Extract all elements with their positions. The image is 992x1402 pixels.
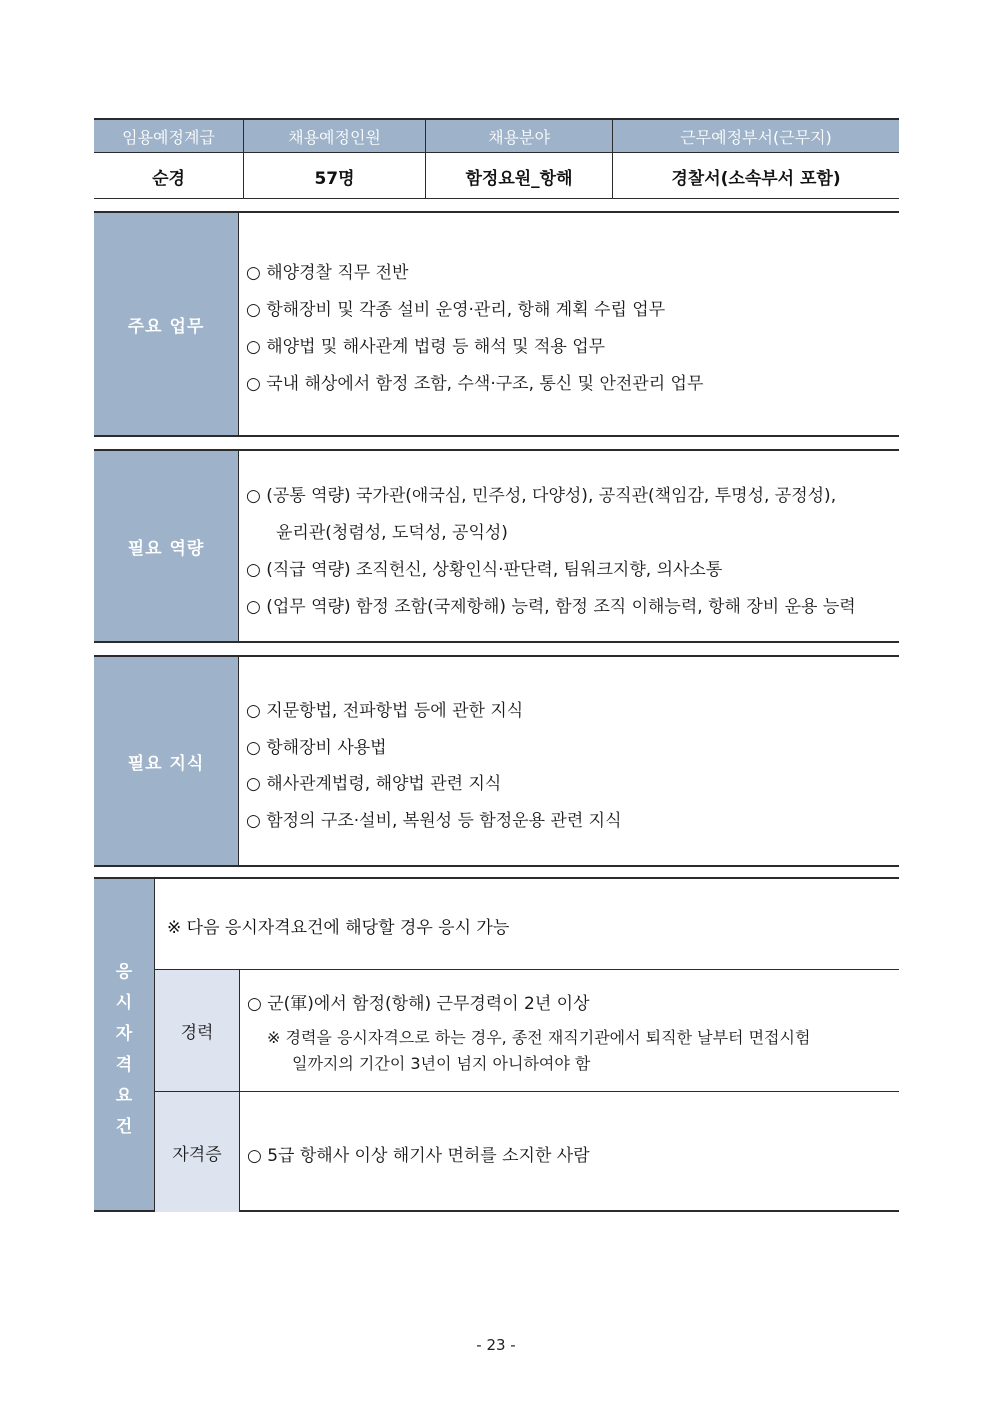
license-row [155, 1092, 899, 1212]
list-item: ○ (공통 역량) 국가관(애국심, 민주성, 다양성), 공직관(책임감, 투명성, 공정성), [246, 486, 837, 506]
list-item: ○ 해사관계법령, 해양법 관련 지식 [246, 774, 502, 794]
value-field: 함정요원_항해 [465, 168, 573, 189]
label-char: 격 [115, 1055, 133, 1075]
header-field: 채용분야 [426, 120, 612, 153]
column-divider [425, 120, 426, 198]
section-label: 주요 업무 [94, 213, 239, 435]
label-char: 건 [115, 1117, 133, 1137]
career-row [155, 970, 899, 1092]
recruitment-summary-table [94, 118, 899, 199]
page-number: - 23 - [476, 1336, 516, 1354]
career-requirement: ○ 군(軍)에서 함정(항해) 근무경력이 2년 이상 [247, 994, 590, 1014]
list-item: ○ 해양법 및 해사관계 법령 등 해석 및 적용 업무 [246, 337, 606, 357]
license-requirement: ○ 5급 항해사 이상 해기사 면허를 소지한 사람 [247, 1146, 590, 1166]
header-department: 근무예정부서(근무지) [613, 120, 899, 153]
label-char: 요 [115, 1086, 133, 1106]
section-main-duties [94, 211, 899, 437]
label-char: 시 [115, 993, 133, 1013]
section-label: 필요 지식 [94, 657, 239, 865]
competency-list [246, 451, 895, 641]
list-item: ○ (업무 역량) 함정 조함(국제항해) 능력, 함정 조직 이해능력, 항해 장비 운용 능력 [246, 597, 856, 617]
career-label: 경력 [155, 970, 240, 1091]
section-required-competency [94, 449, 899, 643]
career-footnote-continuation: 일까지의 기간이 3년이 넘지 아니하여야 함 [292, 1054, 591, 1073]
career-footnote: ※ 경력을 응시자격으로 하는 경우, 종전 재직기관에서 퇴직한 날부터 면접시험 [267, 1028, 811, 1047]
column-divider [612, 120, 613, 198]
license-content [247, 1092, 895, 1212]
label-char: 자 [115, 1024, 133, 1044]
list-item: ○ 함정의 구조·설비, 복원성 등 함정운용 관련 지식 [246, 811, 622, 831]
value-department: 경찰서(소속부서 포함) [671, 168, 841, 189]
section-required-knowledge [94, 655, 899, 867]
list-item: ○ 지문항법, 전파항법 등에 관한 지식 [246, 701, 524, 721]
label-char: 응 [115, 962, 133, 982]
qualification-note-row [155, 879, 899, 970]
duties-list [246, 213, 895, 435]
list-item: ○ 항해장비 사용법 [246, 738, 387, 758]
value-rank: 순경 [152, 168, 185, 189]
qualification-note: ※ 다음 응시자격요건에 해당할 경우 응시 가능 [167, 918, 510, 938]
knowledge-list [246, 657, 895, 865]
column-divider [243, 120, 244, 198]
header-headcount: 채용예정인원 [244, 120, 425, 153]
list-item: ○ 국내 해상에서 함정 조함, 수색·구조, 통신 및 안전관리 업무 [246, 374, 704, 394]
header-rank: 임용예정계급 [94, 120, 243, 153]
list-item-continuation: 윤리관(청렴성, 도덕성, 공익성) [276, 523, 508, 543]
list-item: ○ 항해장비 및 각종 설비 운영·관리, 항해 계획 수립 업무 [246, 300, 666, 320]
list-item: ○ (직급 역량) 조직헌신, 상황인식·판단력, 팀워크지향, 의사소통 [246, 560, 723, 580]
list-item: ○ 해양경찰 직무 전반 [246, 263, 409, 283]
license-label: 자격증 [155, 1092, 240, 1212]
section-label-vertical [94, 879, 155, 1210]
section-label: 필요 역량 [94, 451, 239, 641]
value-headcount: 57명 [314, 168, 355, 189]
career-content [247, 970, 895, 1091]
section-qualification-requirements [94, 877, 899, 1212]
